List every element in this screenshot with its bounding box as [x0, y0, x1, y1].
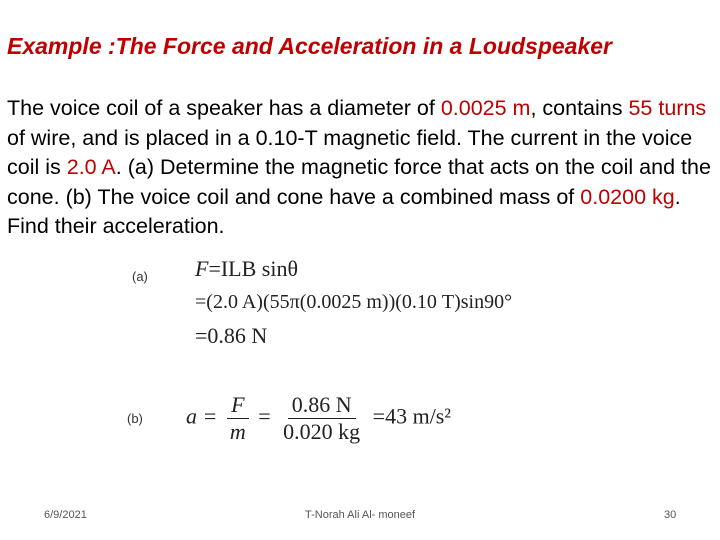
acceleration-symbol: a = [186, 403, 218, 429]
highlight-mass: 0.0200 kg [580, 184, 675, 209]
acceleration-result: =43 m/s² [372, 403, 451, 429]
footer-date: 6/9/2021 [44, 509, 87, 521]
fraction-f-over-m [226, 392, 250, 445]
fraction-values-numerator: 0.86 N [288, 392, 356, 419]
force-symbol: F [195, 256, 209, 281]
part-a-label: (a) [132, 269, 148, 284]
equation-a-line1 [195, 256, 298, 282]
equals-sign: = [258, 403, 271, 429]
fraction-values-denominator: 0.020 kg [283, 419, 361, 444]
equation-a-line1-rhs: =ILB sinθ [208, 256, 299, 281]
part-b-label: (b) [127, 411, 143, 426]
equation-a-line3: =0.86 N [195, 323, 268, 348]
equation-b [186, 392, 451, 445]
highlight-turns: 55 turns [628, 96, 707, 120]
footer-page-number: 30 [664, 509, 677, 521]
fraction-numerator: F [227, 392, 248, 419]
problem-text-5: . Find their acceleration. [7, 184, 681, 238]
equation-a-line2: =(2.0 A)(55π(0.0025 m))(0.10 T)sin90° [195, 291, 513, 313]
problem-text-4: . (a) Determine the magnetic force that acts on the coil and the cone. (b) The voice coil and cone have a combined mass of [7, 155, 711, 209]
highlight-current: 2.0 A [66, 155, 116, 179]
problem-text-2: , contains [530, 96, 629, 120]
slide-title: Example :The Force and Acceleration in a Loudspeaker [7, 33, 612, 59]
footer-author: T-Norah Ali Al- moneef [305, 509, 416, 521]
fraction-denominator: m [229, 419, 246, 444]
problem-statement [7, 94, 717, 242]
problem-text-1: The voice coil of a speaker has a diameter of [7, 96, 441, 120]
highlight-diameter: 0.0025 m [440, 96, 531, 120]
fraction-values [279, 392, 364, 445]
problem-text-3: of wire, and is placed in a 0.10-T magnetic field. The current in the voice coil is [7, 125, 693, 179]
